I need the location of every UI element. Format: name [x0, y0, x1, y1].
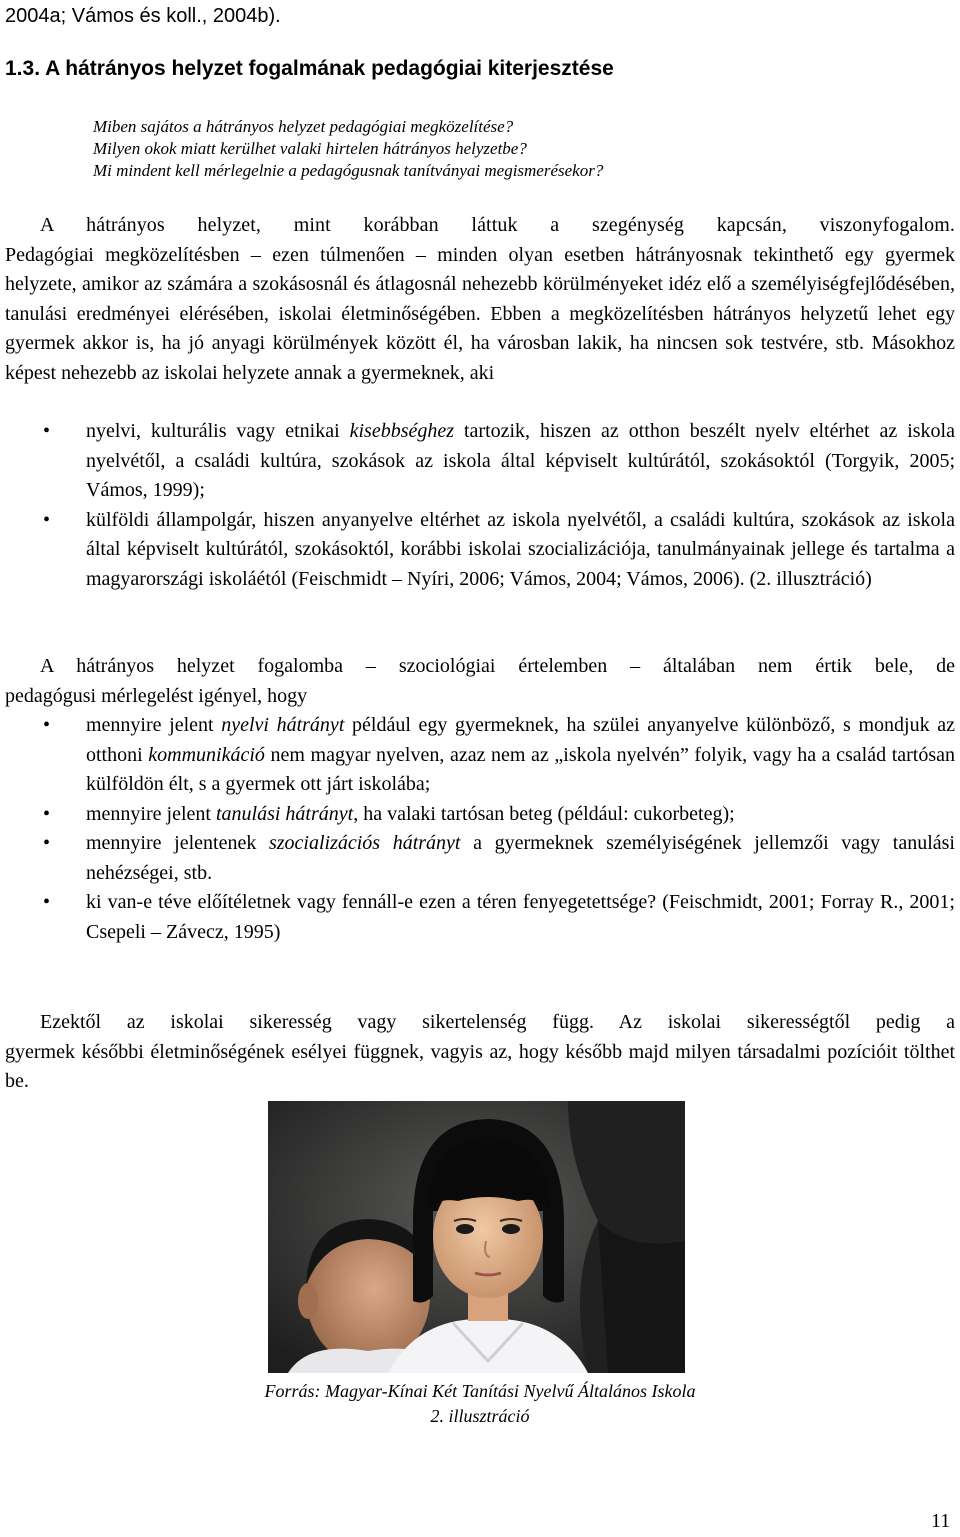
bullet-icon: • — [43, 891, 51, 913]
emphasis: tanulási hátrányt — [215, 802, 354, 825]
paragraph-2-body: pedagógusi mérlegelést igényel, hogy — [5, 684, 308, 707]
paragraph-2 — [5, 652, 955, 711]
list-item: • mennyire jelent nyelvi hátrányt például egy gyermeknek, ha szülei anyanyelve különböző, s mondjuk az otthoni kommunikáció nem magyar nyelven, azaz nem az „iskola nyelvén” folyik, vagy ha a család tartósan külföldön élt, s a gyermek ott járt iskolába; — [5, 711, 955, 800]
guiding-questions — [93, 116, 603, 182]
paragraph-3 — [5, 1008, 955, 1097]
question-1: Miben sajátos a hátrányos helyzet pedagógiai megközelítése? — [93, 117, 514, 136]
page-number: 11 — [931, 1510, 951, 1532]
bullet-icon: • — [43, 802, 51, 825]
paragraph-1-first-line: A hátrányos helyzet, mint korábban láttuk a szegénység kapcsán, viszonyfogalom. — [40, 214, 955, 236]
paragraph-3-body: gyermek későbbi életminőségének esélyei függnek, vagyis az, hogy később majd milyen társadalmi pozícióit tölthet be. — [5, 1040, 955, 1092]
bullet-icon: • — [43, 832, 51, 854]
question-2: Milyen okok miatt kerülhet valaki hirtelen hátrányos helyzetbe? — [93, 139, 527, 158]
list-item: • ki van-e téve előítéletnek vagy fennáll-e ezen a téren fenyegetettsége? (Feischmidt, 2001; Forray R., 2001; Csepeli – Závecz, 1995) — [5, 888, 955, 947]
emphasis: kisebbséghez — [349, 420, 455, 442]
paragraph-2-first-line: A hátrányos helyzet fogalomba – szociológiai értelemben – általában nem értik bele, de — [40, 655, 955, 677]
bullet-icon: • — [43, 508, 51, 531]
list-item: • külföldi állampolgár, hiszen anyanyelve eltérhet az iskola nyelvétől, a családi kultúra, szokások az iskola által képviselt kultúrától, szokásoktól, korábbi iskolai szocializációja, tanulmányainak jellege és tartalma a magyarországi iskoláétól (Feischmidt – Nyíri, 2006; Vámos, 2004; Vámos, 2006). (2. illusztráció) — [5, 506, 955, 595]
bullet-icon: • — [43, 714, 51, 736]
bullet-list-1 — [5, 417, 955, 594]
photo-source-caption: Forrás: Magyar-Kínai Két Tanítási Nyelvű Általános Iskola — [264, 1381, 696, 1401]
illustration-photo — [268, 1101, 685, 1373]
emphasis: nyelvi hátrányt — [221, 714, 345, 736]
paragraph-3-first-line: Ezektől az iskolai sikeresség vagy sikertelenség függ. Az iskolai sikerességtől pedig a — [40, 1011, 955, 1033]
paragraph-1-body: Pedagógiai megközelítésben – ezen túlmenően – minden olyan esetben hátrányosnak tekinthető egy gyermek helyzete, amikor az számára a szokásosnál és átlagosnál nehezebb körülményeket idéz elő a személyiségfejlődésében, tanulási eredményei elérésében, iskolai életminőségében. Ebben a megközelítésben hátrányos helyzetű lehet egy gyermek akkor is, ha jó anyagi körülmények között él, ha városban lakik, ha nincsen sok testvére, stb. Másokhoz képest nehezebb az iskolai helyzete annak a gyermeknek, aki — [5, 243, 955, 384]
illustration-label: 2. illusztráció — [430, 1406, 530, 1426]
emphasis: szocializációs hátrányt — [268, 832, 461, 854]
list-item: • nyelvi, kulturális vagy etnikai kisebbséghez tartozik, hiszen az otthon beszélt nyelv eltérhet az iskola nyelvétől, a családi kultúra, szokások az iskola által képviselt kultúrától, szokásoktól (Torgyik, 2005; Vámos, 1999); — [5, 417, 955, 506]
list-item: • mennyire jelentenek szocializációs hátrányt a gyermeknek személyiségének jellemzői vagy tanulási nehézségei, stb. — [5, 829, 955, 888]
section-heading: 1.3. A hátrányos helyzet fogalmának pedagógiai kiterjesztése — [5, 57, 614, 80]
list-item: • mennyire jelent tanulási hátrányt, ha valaki tartósan beteg (például: cukorbeteg); — [5, 800, 955, 830]
paragraph-1 — [5, 211, 955, 388]
question-3: Mi mindent kell mérlegelnie a pedagógusnak tanítványai megismerésekor? — [93, 161, 604, 180]
bullet-icon: • — [43, 420, 51, 442]
continuation-line: 2004a; Vámos és koll., 2004b). — [5, 5, 281, 27]
emphasis: kommunikáció — [148, 743, 265, 766]
bullet-list-2 — [5, 711, 955, 947]
children-photo-image — [268, 1101, 685, 1373]
